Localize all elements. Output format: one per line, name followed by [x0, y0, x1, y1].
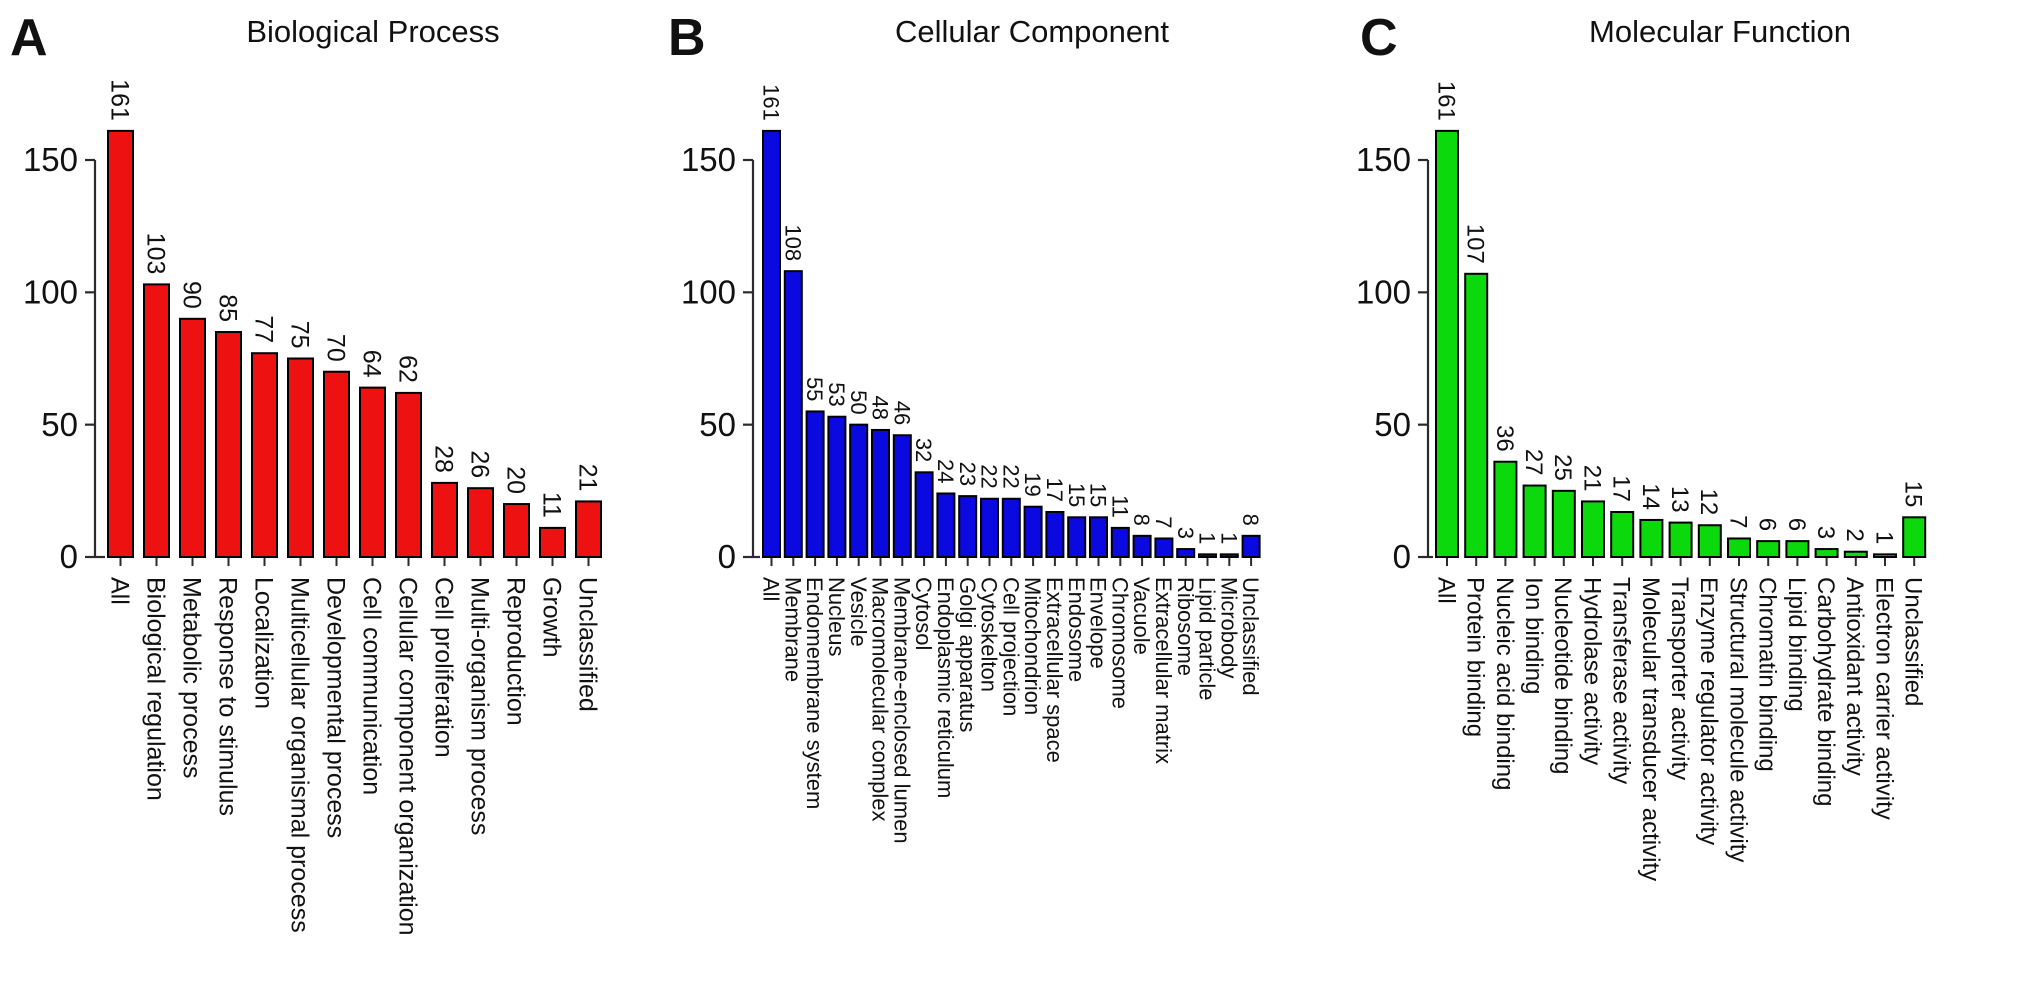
bar-value-label: 28 — [429, 445, 458, 473]
x-category-label: Multicellular organismal process — [285, 577, 314, 933]
bar — [360, 388, 385, 557]
bar — [1582, 501, 1604, 557]
bar — [252, 353, 277, 557]
bar — [1553, 491, 1575, 557]
bar — [872, 430, 889, 557]
y-tick-label: 150 — [680, 141, 736, 179]
x-category-label: Hydrolase activity — [1578, 577, 1606, 766]
bar — [432, 483, 457, 557]
bar-value-label: 19 — [1020, 472, 1046, 497]
bar-value-label: 8 — [1238, 513, 1264, 526]
x-category-label: Microbody — [1216, 577, 1242, 679]
bar — [1112, 528, 1129, 557]
x-category-label: Reproduction — [501, 577, 530, 726]
bar — [785, 271, 802, 557]
y-tick-label: 50 — [41, 405, 78, 443]
bar-value-label: 15 — [1899, 480, 1927, 508]
bar — [981, 499, 998, 557]
bar-value-label: 90 — [177, 280, 206, 309]
y-tick-label: 100 — [680, 273, 736, 311]
bar-value-label: 21 — [573, 463, 602, 492]
bar — [1221, 554, 1238, 557]
bar — [1524, 486, 1546, 557]
x-category-label: Mitochondrion — [1020, 577, 1046, 716]
bar — [1874, 554, 1896, 557]
y-tick-label: 150 — [22, 141, 78, 179]
bar-value-label: 103 — [141, 232, 170, 275]
x-category-label: Endomembrane system — [802, 577, 828, 810]
x-category-label: Growth — [537, 577, 566, 658]
x-category-label: Metabolic process — [177, 577, 206, 779]
bar-value-label: 22 — [998, 464, 1024, 489]
x-category-label: Extracellular space — [1041, 577, 1067, 763]
bar-value-label: 77 — [249, 315, 278, 344]
bar — [959, 496, 976, 557]
bar — [937, 493, 954, 557]
x-category-label: Cell projection — [998, 577, 1024, 717]
x-category-label: Membrane — [780, 577, 806, 683]
bar — [1757, 541, 1779, 557]
bar-value-label: 75 — [285, 320, 314, 349]
x-category-label: Nucleus — [823, 577, 849, 657]
bar-value-label: 70 — [321, 333, 350, 362]
bar-value-label: 53 — [823, 382, 849, 407]
bar-value-label: 7 — [1724, 515, 1752, 529]
y-tick-label: 100 — [1355, 273, 1411, 311]
bar-value-label: 7 — [1150, 516, 1176, 529]
bar-value-label: 161 — [1432, 80, 1460, 121]
x-category-label: Ion binding — [1519, 577, 1547, 695]
y-tick-label: 100 — [22, 273, 78, 311]
bar — [1611, 512, 1633, 557]
bar — [1243, 536, 1260, 557]
bar-value-label: 2 — [1841, 528, 1869, 542]
y-tick-label: 150 — [1355, 141, 1411, 179]
panel-molecular-function — [1350, 0, 2032, 983]
bar-value-label: 3 — [1172, 526, 1198, 540]
bar-value-label: 6 — [1782, 517, 1810, 532]
bar-value-label: 46 — [889, 400, 915, 426]
x-category-label: Response to stimulus — [213, 577, 242, 817]
bar — [1046, 512, 1063, 557]
panel-letter-a: A — [10, 9, 48, 67]
panel-letter-c: C — [1360, 9, 1398, 67]
x-category-label: Cytoskelton — [976, 577, 1002, 692]
bar — [396, 393, 421, 557]
bar — [180, 319, 205, 557]
bar — [763, 131, 780, 557]
x-category-label: Golgi apparatus — [954, 577, 980, 733]
x-category-label: Nucleic acid binding — [1490, 577, 1518, 791]
bar-value-label: 11 — [1107, 495, 1133, 518]
bar-chart-cellular-component — [660, 0, 1350, 983]
bar-value-label: 20 — [501, 466, 530, 495]
bar — [108, 131, 133, 557]
x-category-label: Biological regulation — [141, 577, 170, 801]
bar — [1728, 538, 1750, 557]
bar-value-label: 1 — [1194, 532, 1220, 545]
bar-value-label: 12 — [1695, 488, 1723, 516]
bar — [1640, 520, 1662, 557]
bar — [504, 504, 529, 557]
x-category-label: Macromolecular complex — [867, 577, 893, 822]
bar — [1155, 538, 1172, 557]
x-category-label: Carbohydrate binding — [1811, 577, 1839, 807]
x-category-label: Unclassified — [573, 577, 602, 712]
bar-value-label: 64 — [357, 349, 386, 378]
bar — [1177, 549, 1194, 557]
x-category-label: Transporter activity — [1665, 577, 1693, 781]
y-tick-label: 0 — [59, 538, 78, 576]
x-category-label: Unclassified — [1899, 577, 1927, 707]
bar-value-label: 85 — [213, 294, 242, 323]
bar — [1436, 131, 1458, 557]
bar — [1816, 549, 1838, 557]
x-category-label: Cytosol — [911, 577, 937, 651]
bar-chart-molecular-function — [1350, 0, 2032, 983]
x-category-label: Ribosome — [1172, 577, 1198, 677]
bar-value-label: 17 — [1607, 475, 1635, 503]
x-category-label: All — [105, 577, 134, 605]
x-category-label: Endosome — [1063, 577, 1089, 683]
bar — [894, 435, 911, 557]
x-category-label: Cellular component organization — [393, 577, 422, 936]
bar — [540, 528, 565, 557]
bar-value-label: 25 — [1549, 454, 1577, 481]
bar-value-label: 108 — [780, 224, 806, 262]
x-category-label: Enzyme regulator activity — [1695, 577, 1723, 846]
x-category-label: Endoplasmic reticulum — [932, 577, 958, 799]
bar — [1699, 525, 1721, 557]
bar — [1090, 517, 1107, 557]
bar — [1903, 517, 1925, 557]
bar — [1134, 536, 1151, 557]
bar — [468, 488, 493, 557]
panel-biological-process — [0, 0, 660, 983]
panel-letter-b: B — [668, 9, 706, 67]
x-category-label: Envelope — [1085, 577, 1111, 669]
bar — [807, 411, 824, 557]
bar — [324, 372, 349, 557]
bar-value-label: 1 — [1216, 532, 1242, 545]
x-category-label: Nucleotide binding — [1549, 577, 1577, 775]
x-category-label: Localization — [249, 577, 278, 710]
panel-cellular-component — [660, 0, 1350, 983]
panel-title-cellular-component: Cellular Component — [895, 14, 1169, 49]
bar — [1465, 274, 1487, 557]
bar — [1068, 517, 1085, 557]
x-category-label: Cell communication — [357, 577, 386, 796]
bar-value-label: 1 — [1870, 530, 1898, 545]
bar — [1786, 541, 1808, 557]
x-category-label: Membrane-enclosed lumen — [889, 577, 915, 844]
bar — [1670, 523, 1692, 557]
bar — [1003, 499, 1020, 557]
x-category-label: All — [758, 577, 784, 602]
x-category-label: Unclassified — [1238, 577, 1264, 696]
bar-value-label: 26 — [465, 450, 494, 479]
x-category-label: Structural molecule activity — [1724, 577, 1752, 863]
bar — [1845, 552, 1867, 557]
panel-title-biological-process: Biological Process — [246, 14, 500, 49]
bar — [916, 472, 933, 557]
y-tick-label: 50 — [699, 405, 736, 443]
bar-value-label: 15 — [1063, 482, 1089, 508]
x-category-label: Protein binding — [1461, 577, 1489, 738]
bar-value-label: 11 — [537, 491, 566, 518]
bar — [576, 501, 601, 557]
bar — [1025, 507, 1042, 557]
bar — [144, 284, 169, 557]
bar-value-label: 14 — [1636, 483, 1664, 510]
x-category-label: Electron carrier activity — [1870, 577, 1898, 820]
x-category-label: Antioxidant activity — [1841, 577, 1869, 776]
bar-value-label: 3 — [1811, 525, 1839, 540]
bar-value-label: 55 — [802, 376, 828, 402]
x-category-label: Extracellular matrix — [1150, 577, 1176, 765]
bar-value-label: 32 — [911, 437, 937, 463]
bar — [828, 417, 845, 557]
bar-value-label: 36 — [1490, 425, 1518, 452]
bar-value-label: 6 — [1753, 517, 1781, 532]
bar — [1494, 462, 1516, 557]
bar-value-label: 22 — [976, 464, 1002, 489]
bar-value-label: 24 — [932, 458, 958, 484]
panel-title-molecular-function: Molecular Function — [1589, 14, 1851, 49]
x-category-label: Chromosome — [1107, 577, 1133, 710]
x-category-label: Vacuole — [1129, 577, 1155, 655]
y-tick-label: 0 — [1392, 538, 1411, 576]
y-tick-label: 50 — [1374, 405, 1411, 443]
bar — [288, 359, 313, 558]
bar-value-label: 50 — [845, 390, 871, 415]
bar-value-label: 48 — [867, 395, 893, 420]
bar-value-label: 15 — [1085, 482, 1111, 508]
x-category-label: Lipid binding — [1782, 577, 1810, 712]
bar-value-label: 17 — [1041, 477, 1067, 503]
x-category-label: Chromatin binding — [1753, 577, 1781, 772]
bar-value-label: 23 — [954, 461, 980, 487]
bar — [1199, 554, 1216, 557]
bar — [850, 425, 867, 557]
bar-value-label: 161 — [758, 84, 784, 121]
bar-chart-biological-process — [0, 0, 660, 983]
x-category-label: Cell proliferation — [429, 577, 458, 758]
bar-value-label: 21 — [1578, 464, 1606, 492]
bar-value-label: 8 — [1129, 513, 1155, 526]
x-category-label: Transferase activity — [1607, 577, 1635, 785]
x-category-label: Developmental process — [321, 577, 350, 839]
bar-value-label: 161 — [105, 79, 134, 121]
y-tick-label: 0 — [717, 538, 736, 576]
bar-value-label: 107 — [1461, 223, 1489, 264]
bar-value-label: 62 — [393, 355, 422, 383]
x-category-label: All — [1432, 577, 1460, 604]
bar-value-label: 13 — [1665, 485, 1693, 513]
bar-value-label: 27 — [1519, 448, 1547, 476]
x-category-label: Lipid particle — [1194, 577, 1220, 701]
x-category-label: Multi-organism process — [465, 577, 494, 836]
x-category-label: Vesicle — [845, 577, 871, 647]
x-category-label: Molecular transducer activity — [1636, 577, 1664, 882]
bar — [216, 332, 241, 557]
